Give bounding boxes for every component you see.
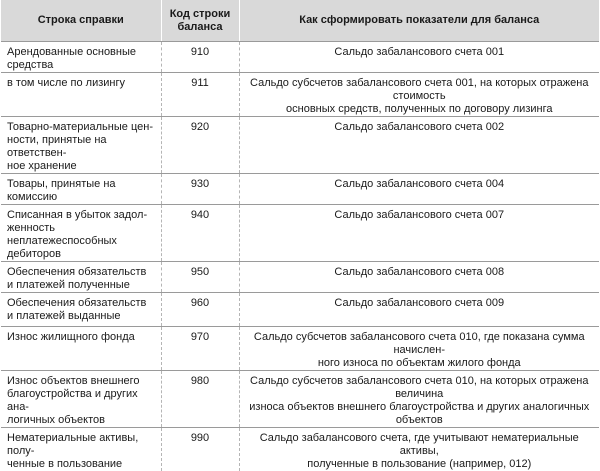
reference-line-text: Арендованные основные: [7, 46, 136, 58]
reference-line-cell: [1, 371, 161, 428]
how-to-form-cell: [239, 371, 599, 428]
reference-line-text: Износ объектов внешнего: [7, 375, 140, 387]
balance-code-cell: [161, 174, 239, 205]
balance-code-cell: [161, 327, 239, 371]
balance-code-text: 950: [191, 266, 209, 278]
how-to-form-cell: [239, 117, 599, 174]
header-reference-line-label: Строка справки: [38, 14, 124, 26]
balance-code-cell: [161, 117, 239, 174]
how-to-form-cell: [239, 327, 599, 371]
reference-line-cell: [1, 117, 161, 174]
table-row: [1, 262, 599, 293]
reference-line-text: логичных объектов: [7, 414, 105, 426]
how-to-form-cell: [239, 73, 599, 117]
header-reference-line: [1, 0, 161, 42]
reference-line-text: Обеспечения обязательств: [7, 266, 146, 278]
how-to-form-text: Сальдо забалансового счета 007: [334, 209, 504, 221]
header-balance-code-line2: баланса: [177, 21, 222, 33]
balance-code-cell: [161, 371, 239, 428]
table-row: [1, 174, 599, 205]
table-row: [1, 293, 599, 327]
header-balance-code: [161, 0, 239, 42]
how-to-form-text: Сальдо субсчетов забалансового счета 010, где показана сумма начислен-: [254, 331, 585, 356]
balance-code-text: 930: [191, 178, 209, 190]
table-row: [1, 327, 599, 371]
how-to-form-text: Сальдо субсчетов забалансового счета 001, на которых отражена стоимость: [250, 77, 588, 102]
how-to-form-cell: [239, 262, 599, 293]
balance-code-cell: [161, 262, 239, 293]
reference-line-text: дебиторов: [7, 248, 61, 260]
reference-line-text: и платежей выданные: [7, 310, 121, 322]
balance-code-cell: [161, 428, 239, 471]
how-to-form-text: Сальдо забалансового счета 008: [334, 266, 504, 278]
how-to-form-cell: [239, 205, 599, 262]
reference-line-cell: [1, 205, 161, 262]
balance-code-text: 940: [191, 209, 209, 221]
reference-line-cell: [1, 73, 161, 117]
table-row: [1, 428, 599, 471]
table-row: [1, 73, 599, 117]
how-to-form-cell: [239, 293, 599, 327]
header-how-to-form: [239, 0, 599, 42]
reference-line-text: ное хранение: [7, 160, 77, 172]
reference-line-text: благоустройства и других ана-: [7, 388, 138, 413]
reference-line-text: Нематериальные активы, полу-: [7, 432, 138, 457]
reference-line-text: ности, принятые на ответствен-: [7, 134, 107, 159]
balance-code-text: 911: [191, 77, 209, 89]
reference-line-cell: [1, 262, 161, 293]
balance-code-cell: [161, 73, 239, 117]
how-to-form-cell: [239, 428, 599, 471]
reference-line-cell: [1, 42, 161, 73]
how-to-form-text: Сальдо забалансового счета 001: [334, 46, 504, 58]
how-to-form-cell: [239, 174, 599, 205]
how-to-form-text: полученные в пользование (например, 012): [307, 458, 531, 470]
how-to-form-text: Сальдо забалансового счета 009: [334, 297, 504, 309]
how-to-form-text: ного износа по объектам жилого фонда: [318, 357, 521, 369]
balance-code-text: 990: [191, 432, 209, 444]
balance-code-cell: [161, 205, 239, 262]
balance-code-text: 960: [191, 297, 209, 309]
header-balance-code-line1: Код строки: [170, 8, 231, 20]
table-row: [1, 205, 599, 262]
reference-line-text: женность неплатежеспособных: [7, 222, 117, 247]
balance-code-cell: [161, 42, 239, 73]
reference-line-text: в том числе по лизингу: [7, 77, 125, 89]
reference-line-cell: [1, 327, 161, 371]
reference-line-cell: [1, 174, 161, 205]
balance-code-text: 970: [191, 331, 209, 343]
reference-line-text: и платежей полученные: [7, 279, 130, 291]
how-to-form-text: Сальдо забалансового счета 004: [334, 178, 504, 190]
table-header: [1, 0, 599, 42]
reference-line-text: средства: [7, 59, 53, 71]
header-row: [1, 0, 599, 42]
reference-line-cell: [1, 428, 161, 471]
how-to-form-text: Сальдо забалансового счета 002: [334, 121, 504, 133]
reference-line-text: Списанная в убыток задол-: [7, 209, 147, 221]
reference-line-text: Износ жилищного фонда: [7, 331, 135, 343]
reference-line-text: Обеспечения обязательств: [7, 297, 146, 309]
balance-code-text: 910: [191, 46, 209, 58]
reference-line-text: Товары, принятые на комиссию: [7, 178, 116, 203]
balance-code-text: 920: [191, 121, 209, 133]
how-to-form-text: износа объектов внешнего благоустройства и других аналогичных объектов: [249, 401, 589, 426]
balance-code-text: 980: [191, 375, 209, 387]
balance-reference-table: [1, 0, 599, 471]
header-how-to-form-label: Как сформировать показатели для баланса: [299, 14, 539, 26]
reference-line-text: Товарно-материальные цен-: [7, 121, 153, 133]
balance-code-cell: [161, 293, 239, 327]
how-to-form-text: Сальдо забалансового счета, где учитывают нематериальные активы,: [260, 432, 579, 457]
table-row: [1, 117, 599, 174]
how-to-form-cell: [239, 42, 599, 73]
how-to-form-text: основных средств, полученных по договору лизинга: [286, 103, 552, 115]
reference-line-text: ченные в пользование: [7, 458, 122, 470]
table-row: [1, 42, 599, 73]
table-row: [1, 371, 599, 428]
reference-line-cell: [1, 293, 161, 327]
how-to-form-text: Сальдо субсчетов забалансового счета 010, на которых отражена величина: [250, 375, 588, 400]
